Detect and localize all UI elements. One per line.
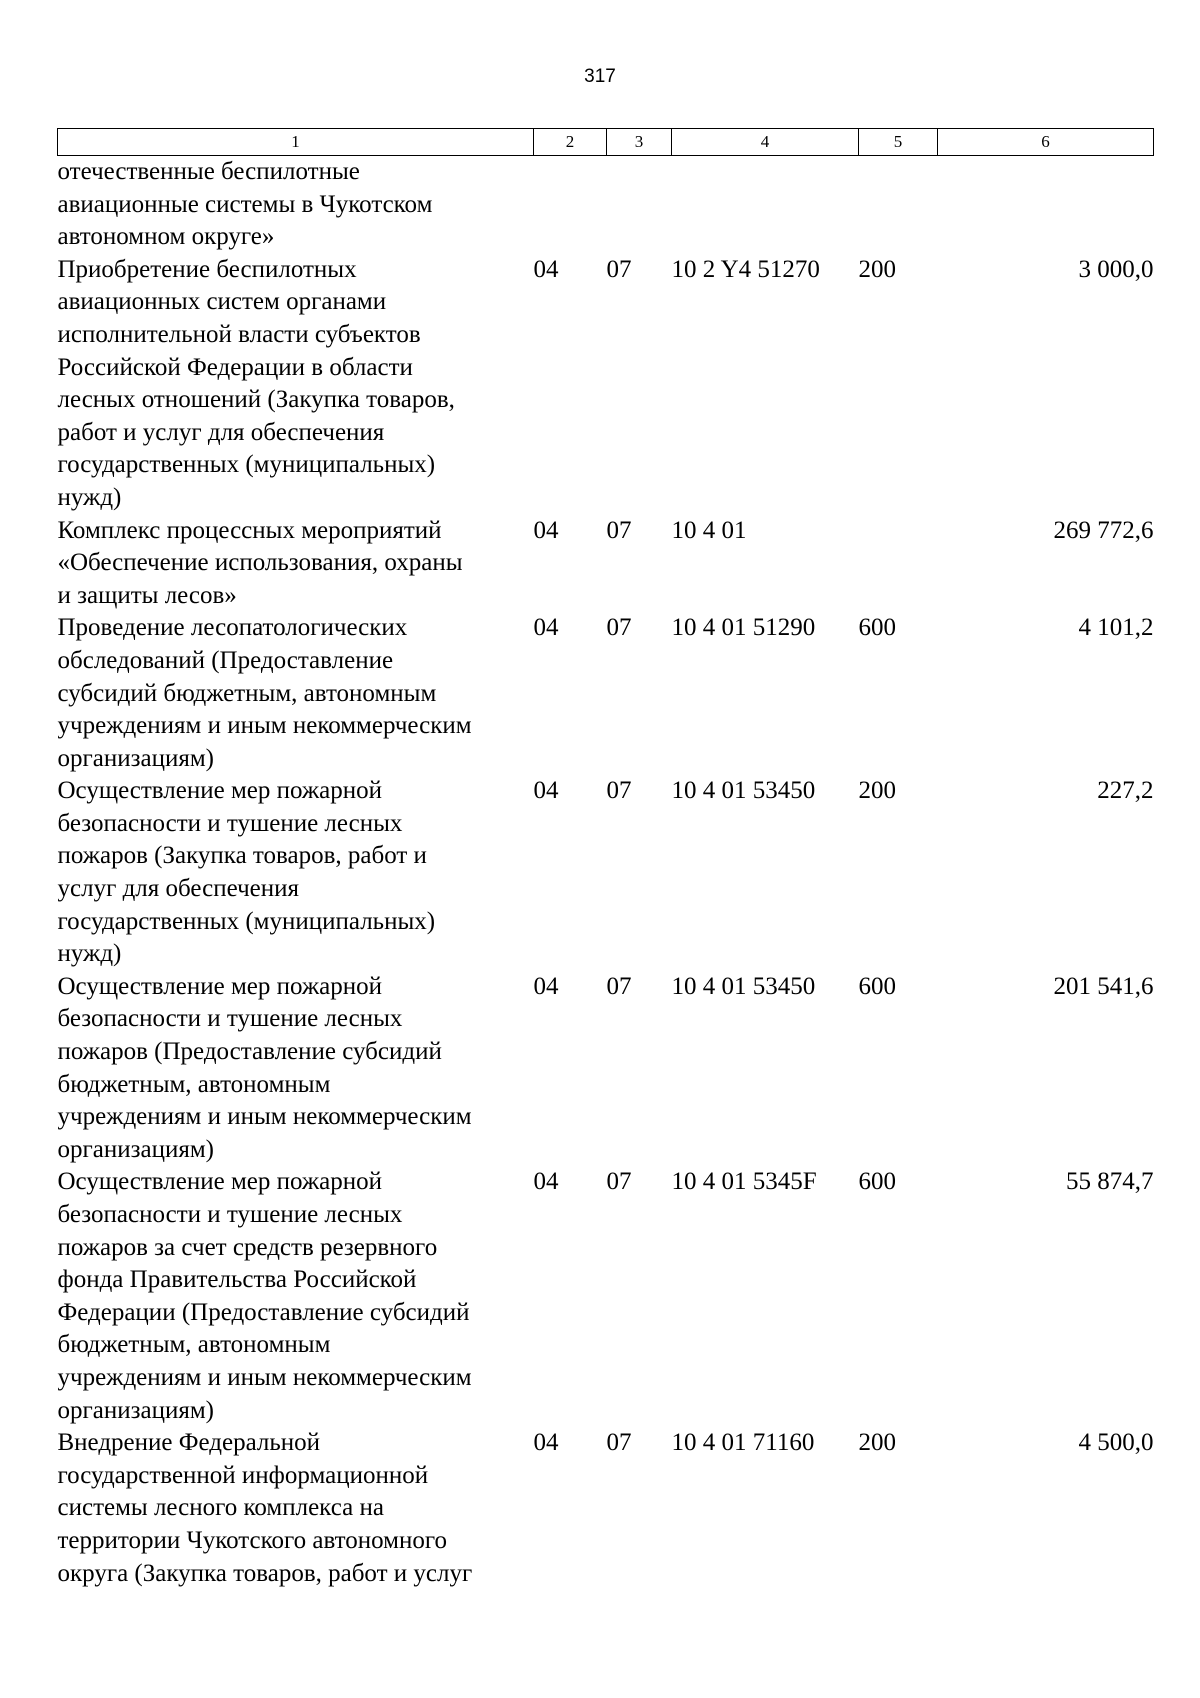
subsection-code: 07 xyxy=(606,777,632,805)
row-name-line: фонда Правительства Российской xyxy=(57,1266,417,1294)
row-name xyxy=(58,156,534,254)
row-name-line: авиационных систем органами xyxy=(57,288,387,316)
row-name-line: субсидий бюджетным, автономным xyxy=(57,679,437,707)
row-name-line: безопасности и тушение лесных xyxy=(57,809,403,837)
table-row xyxy=(58,612,1154,775)
row-name-line: пожаров (Закупка товаров, работ и xyxy=(57,842,427,870)
section-code xyxy=(534,156,607,254)
row-name-line: системы лесного комплекса на xyxy=(57,1494,384,1522)
row-name-line: лесных отношений (Закупка товаров, xyxy=(57,386,455,414)
row-name-line: территории Чукотского автономного xyxy=(57,1526,447,1554)
row-name-line: Приобретение беспилотных xyxy=(57,255,357,283)
row-name-line: Осуществление мер пожарной xyxy=(57,777,383,805)
expense-type-code: 600 xyxy=(858,1168,896,1196)
row-name-line: Внедрение Федеральной xyxy=(57,1429,321,1457)
expense-type-code: 200 xyxy=(858,1429,896,1457)
expense-type-code: 600 xyxy=(858,972,896,1000)
subsection-code: 07 xyxy=(606,1429,632,1457)
expense-type-code: 600 xyxy=(858,614,896,642)
row-name-line: организациям) xyxy=(57,744,214,772)
row-name-line: округа (Закупка товаров, работ и услуг xyxy=(57,1559,473,1587)
section-code: 04 xyxy=(533,255,559,283)
row-name-line: автономном округе» xyxy=(57,223,275,251)
row-name xyxy=(58,1427,534,1590)
row-name xyxy=(58,254,534,515)
row-name-line: учреждениям и иным некоммерческим xyxy=(57,1103,472,1131)
row-name-line: пожаров (Предоставление субсидий xyxy=(57,1038,442,1066)
target-article-code xyxy=(672,156,859,254)
section-code: 04 xyxy=(533,1429,559,1457)
row-name-line: «Обеспечение использования, охраны xyxy=(57,549,463,577)
row-name-line: безопасности и тушение лесных xyxy=(57,1201,403,1228)
section-code: 04 xyxy=(533,972,559,1000)
row-name-line: государственных (муниципальных) xyxy=(57,451,436,479)
row-name-line: авиационные системы в Чукотском xyxy=(57,190,433,218)
target-article-code: 10 4 01 53450 xyxy=(671,777,816,805)
section-code: 04 xyxy=(533,614,559,642)
target-article-code: 10 4 01 71160 xyxy=(671,1429,815,1457)
target-article-code: 10 4 01 5345F xyxy=(671,1168,817,1196)
column-header-6: 6 xyxy=(938,129,1154,156)
row-name-line: безопасности и тушение лесных xyxy=(57,1005,403,1033)
amount xyxy=(938,156,1154,254)
section-code: 04 xyxy=(533,516,559,544)
table-row xyxy=(58,1427,1154,1590)
section-code: 04 xyxy=(533,1168,559,1196)
amount: 201 541,6 xyxy=(1053,972,1154,1000)
row-name-line: учреждениям и иным некоммерческим xyxy=(57,712,472,740)
amount: 55 874,7 xyxy=(1066,1168,1154,1196)
table-body xyxy=(58,156,1154,1591)
subsection-code: 07 xyxy=(606,255,632,283)
subsection-code: 07 xyxy=(606,614,632,642)
row-name-line: Комплекс процессных мероприятий xyxy=(57,516,442,544)
row-name xyxy=(58,775,534,971)
table-row xyxy=(58,156,1154,254)
row-name-line: Проведение лесопатологических xyxy=(57,614,408,642)
subsection-code xyxy=(607,156,672,254)
row-name-line: обследований (Предоставление xyxy=(57,646,394,674)
row-name-line: Осуществление мер пожарной xyxy=(57,1168,383,1196)
column-header-1: 1 xyxy=(58,129,534,156)
row-name-line: организациям) xyxy=(57,1396,214,1424)
amount: 4 101,2 xyxy=(1078,614,1154,642)
table-row xyxy=(58,254,1154,515)
target-article-code: 10 2 Y4 51270 xyxy=(671,255,820,283)
page-number: 317 xyxy=(584,66,616,87)
amount: 269 772,6 xyxy=(1053,516,1154,544)
row-name-line: работ и услуг для обеспечения xyxy=(57,418,385,446)
column-header-5: 5 xyxy=(859,129,938,156)
subsection-code: 07 xyxy=(606,972,632,1000)
table-row xyxy=(58,1166,1154,1427)
target-article-code: 10 4 01 xyxy=(671,516,747,544)
column-header-4: 4 xyxy=(672,129,859,156)
subsection-code: 07 xyxy=(606,1168,632,1196)
row-name-line: и защиты лесов» xyxy=(57,581,237,609)
header-row xyxy=(58,129,1154,156)
expense-type-code: 200 xyxy=(858,777,896,805)
subsection-code: 07 xyxy=(606,516,632,544)
row-name-line: нужд) xyxy=(57,940,122,968)
row-name-line: бюджетным, автономным xyxy=(57,1331,331,1359)
row-name-line: Федерации (Предоставление субсидий xyxy=(57,1298,470,1326)
budget-table xyxy=(57,128,1154,1590)
row-name xyxy=(58,612,534,775)
table-row xyxy=(58,515,1154,613)
amount: 3 000,0 xyxy=(1078,255,1154,283)
amount: 227,2 xyxy=(1097,777,1154,805)
row-name-line: учреждениям и иным некоммерческим xyxy=(57,1363,472,1391)
expense-type-code xyxy=(859,156,938,254)
table-row xyxy=(58,971,1154,1167)
column-header-2: 2 xyxy=(534,129,607,156)
section-code: 04 xyxy=(533,777,559,805)
row-name xyxy=(58,971,534,1167)
row-name-line: Осуществление мер пожарной xyxy=(57,972,383,1000)
table-row xyxy=(58,775,1154,971)
expense-type-code xyxy=(859,515,938,613)
expense-type-code: 200 xyxy=(858,255,896,283)
row-name-line: услуг для обеспечения xyxy=(57,875,300,903)
row-name-line: Российской Федерации в области xyxy=(57,353,413,381)
row-name-line: организациям) xyxy=(57,1135,214,1163)
target-article-code: 10 4 01 51290 xyxy=(671,614,816,642)
table-header xyxy=(58,129,1154,156)
row-name xyxy=(58,1166,534,1427)
row-name-line: исполнительной власти субъектов xyxy=(57,320,421,348)
row-name-line: отечественные беспилотные xyxy=(57,158,360,185)
row-name-line: государственной информационной xyxy=(57,1461,429,1489)
row-name-line: бюджетным, автономным xyxy=(57,1070,331,1098)
target-article-code: 10 4 01 53450 xyxy=(671,972,816,1000)
amount: 4 500,0 xyxy=(1078,1429,1154,1457)
row-name-line: государственных (муниципальных) xyxy=(57,907,436,935)
row-name-line: нужд) xyxy=(57,483,122,511)
row-name xyxy=(58,515,534,613)
row-name-line: пожаров за счет средств резервного xyxy=(57,1233,438,1261)
column-header-3: 3 xyxy=(607,129,672,156)
